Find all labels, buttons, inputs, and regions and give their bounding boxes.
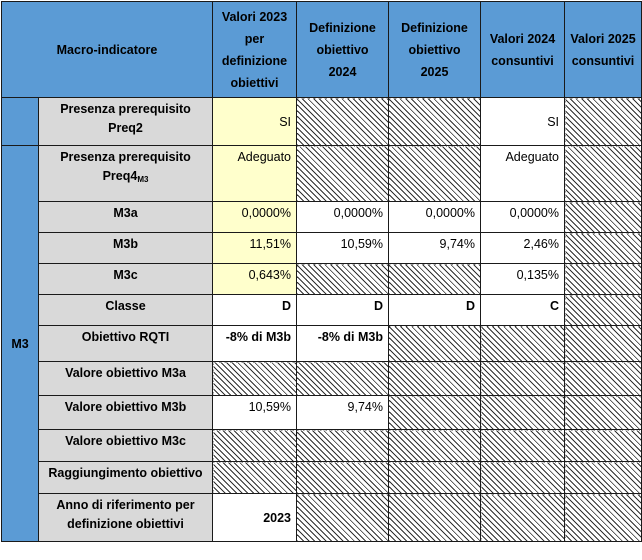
- row-label-m3c: M3c: [39, 264, 213, 295]
- row-label-preq4: [39, 146, 213, 202]
- cell-ragg-def2025-hatched: [389, 462, 481, 494]
- header-def-2024-line2: obiettivo 2024: [316, 42, 369, 79]
- cell-obj-m3c-val2025-hatched: [565, 430, 642, 462]
- header-valori-2023-line4: obiettivi: [230, 75, 279, 90]
- cell-m3a-val2024: 0,0000%: [481, 202, 565, 233]
- row-label-preq2: [39, 98, 213, 146]
- row-label-obiettivo-rqti: Obiettivo RQTI: [39, 326, 213, 362]
- header-macro-label: Macro-indicatore: [56, 42, 158, 57]
- row-label-m3b: M3b: [39, 233, 213, 264]
- cell-obj-m3c-def2024-hatched: [297, 430, 389, 462]
- header-definizione-2025: [389, 2, 481, 98]
- cell-anno-val2024-hatched: [481, 494, 565, 542]
- row-label-anno-line1: Anno di riferimento per: [56, 498, 195, 512]
- header-val-2024-line2: consuntivi: [491, 53, 554, 68]
- table-row-m3a: [2, 202, 642, 233]
- header-valori-2023-line2: per: [244, 31, 265, 46]
- row-label-preq4-line1: Presenza prerequisito: [60, 150, 191, 164]
- cell-obj-m3b-2023: 10,59%: [213, 396, 297, 430]
- cell-m3b-def2024: 10,59%: [297, 233, 389, 264]
- cell-m3a-def2025: 0,0000%: [389, 202, 481, 233]
- cell-obj-m3a-def2024-hatched: [297, 362, 389, 396]
- table-row-classe: [2, 295, 642, 326]
- cell-m3c-2023: 0,643%: [213, 264, 297, 295]
- cell-obj-m3c-def2025-hatched: [389, 430, 481, 462]
- cell-m3a-2023: 0,0000%: [213, 202, 297, 233]
- macro-indicator-table: [1, 1, 642, 542]
- cell-ragg-2023-hatched: [213, 462, 297, 494]
- cell-obiettivo-2023: -8% di M3b: [213, 326, 297, 362]
- cell-preq4-val2024: Adeguato: [481, 146, 565, 202]
- cell-m3a-val2025-hatched: [565, 202, 642, 233]
- header-val-2024-line1: Valori 2024: [489, 31, 556, 46]
- header-valori-2024: [481, 2, 565, 98]
- table-row-anno-riferimento: [2, 494, 642, 542]
- table-row-preq2: [2, 98, 642, 146]
- cell-obiettivo-def2024: -8% di M3b: [297, 326, 389, 362]
- table-row-m3b: [2, 233, 642, 264]
- table-row-m3c: [2, 264, 642, 295]
- cell-anno-def2025-hatched: [389, 494, 481, 542]
- side-bar-cell: [2, 98, 39, 146]
- table-row-obj-m3b: [2, 396, 642, 430]
- cell-m3a-def2024: 0,0000%: [297, 202, 389, 233]
- cell-m3b-2023: 11,51%: [213, 233, 297, 264]
- cell-preq4-val2025-hatched: [565, 146, 642, 202]
- row-label-obj-m3c: Valore obiettivo M3c: [39, 430, 213, 462]
- cell-obj-m3b-val2025-hatched: [565, 396, 642, 430]
- cell-preq4-def2024-hatched: [297, 146, 389, 202]
- header-def-2025-line1: Definizione: [401, 20, 468, 35]
- header-valori-2023-line1: Valori 2023: [221, 9, 288, 24]
- cell-obj-m3a-def2025-hatched: [389, 362, 481, 396]
- cell-preq2-2023: SI: [213, 98, 297, 146]
- cell-preq2-val2024: SI: [481, 98, 565, 146]
- cell-classe-val2024: C: [481, 295, 565, 326]
- header-def-2024-line1: Definizione: [309, 20, 376, 35]
- cell-obj-m3a-val2025-hatched: [565, 362, 642, 396]
- header-valori-2023: [213, 2, 297, 98]
- cell-anno-val2025-hatched: [565, 494, 642, 542]
- row-label-anno-line2: definizione obiettivi: [67, 517, 184, 531]
- cell-m3b-def2025: 9,74%: [389, 233, 481, 264]
- header-def-2025-line2: obiettivo 2025: [408, 42, 461, 79]
- group-label-m3: M3: [2, 146, 39, 542]
- row-label-obj-m3b: Valore obiettivo M3b: [39, 396, 213, 430]
- row-label-preq4-sub: M3: [137, 175, 149, 184]
- cell-m3c-val2025-hatched: [565, 264, 642, 295]
- cell-obj-m3c-val2024-hatched: [481, 430, 565, 462]
- cell-obj-m3b-def2025-hatched: [389, 396, 481, 430]
- header-definizione-2024: [297, 2, 389, 98]
- cell-classe-2023: D: [213, 295, 297, 326]
- cell-obj-m3a-2023-hatched: [213, 362, 297, 396]
- cell-obiettivo-val2024-hatched: [481, 326, 565, 362]
- cell-classe-def2024: D: [297, 295, 389, 326]
- cell-ragg-def2024-hatched: [297, 462, 389, 494]
- row-label-preq2-line1: Presenza prerequisito: [60, 102, 191, 116]
- cell-anno-def2024-hatched: [297, 494, 389, 542]
- cell-preq2-def2024-hatched: [297, 98, 389, 146]
- cell-preq4-def2025-hatched: [389, 146, 481, 202]
- cell-preq2-def2025-hatched: [389, 98, 481, 146]
- cell-preq4-2023: Adeguato: [213, 146, 297, 202]
- table-row-raggiungimento: [2, 462, 642, 494]
- cell-obj-m3c-2023-hatched: [213, 430, 297, 462]
- row-label-classe: Classe: [39, 295, 213, 326]
- cell-preq2-val2025-hatched: [565, 98, 642, 146]
- cell-m3b-val2025-hatched: [565, 233, 642, 264]
- cell-m3b-val2024: 2,46%: [481, 233, 565, 264]
- cell-anno-2023: 2023: [213, 494, 297, 542]
- table-row-obj-m3c: [2, 430, 642, 462]
- cell-obiettivo-val2025-hatched: [565, 326, 642, 362]
- header-val-2025-line1: Valori 2025: [570, 31, 636, 46]
- header-valori-2025: [565, 2, 642, 98]
- cell-ragg-val2024-hatched: [481, 462, 565, 494]
- table-row-obj-m3a: [2, 362, 642, 396]
- row-label-raggiungimento: Raggiungimento obiettivo: [39, 462, 213, 494]
- cell-m3c-def2024-hatched: [297, 264, 389, 295]
- row-label-m3a: M3a: [39, 202, 213, 233]
- cell-obj-m3a-val2024-hatched: [481, 362, 565, 396]
- header-valori-2023-line3: definizione: [221, 53, 288, 68]
- row-label-preq4-main: Preq4: [102, 169, 138, 183]
- cell-m3c-val2024: 0,135%: [481, 264, 565, 295]
- cell-ragg-val2025-hatched: [565, 462, 642, 494]
- header-macro-indicatore: [2, 2, 213, 98]
- cell-obj-m3b-val2024-hatched: [481, 396, 565, 430]
- table-row-preq4: [2, 146, 642, 202]
- table-row-obiettivo-rqti: [2, 326, 642, 362]
- cell-obiettivo-def2025-hatched: [389, 326, 481, 362]
- cell-m3c-def2025-hatched: [389, 264, 481, 295]
- cell-classe-def2025: D: [389, 295, 481, 326]
- row-label-anno: [39, 494, 213, 542]
- row-label-obj-m3a: Valore obiettivo M3a: [39, 362, 213, 396]
- header-val-2025-line2: consuntivi: [571, 53, 635, 68]
- cell-classe-val2025-hatched: [565, 295, 642, 326]
- cell-obj-m3b-def2024: 9,74%: [297, 396, 389, 430]
- row-label-preq2-line2: Preq2: [108, 121, 143, 135]
